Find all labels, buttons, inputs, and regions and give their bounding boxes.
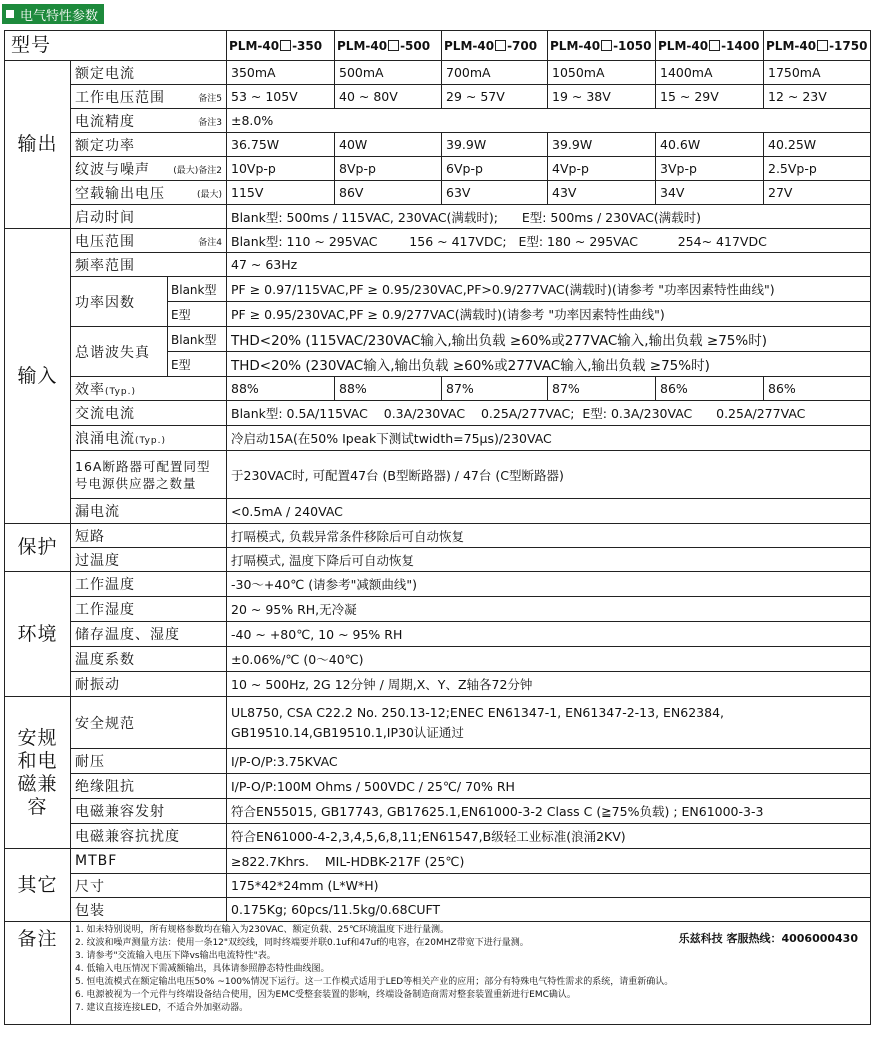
row-storage: 储存温度、湿度 -40 ~ +80℃, 10 ~ 95% RH xyxy=(5,622,871,647)
row-rated-current: 输出 额定电流 350mA 500mA 700mA 1050mA 1400mA 1750mA xyxy=(5,61,871,85)
section-env: 环境 xyxy=(5,572,71,697)
hotline: 乐兹科技 客服热线：4006000430 xyxy=(678,932,858,945)
row-input-voltage: 输入 电压范围 备注4 Blank型: 110 ~ 295VAC 156 ~ 417VDC; E型: 180 ~ 295VAC 254~ 417VDC xyxy=(5,229,871,253)
row-short: 保护 短路 打嗝模式, 负载异常条件移除后可自动恢复 xyxy=(5,524,871,548)
row-breaker: 16A断路器可配置同型号电源供应器之数量 于230VAC时, 可配置47台 (B型断路器) / 47台 (C型断路器) xyxy=(5,451,871,499)
section-other: 其它 xyxy=(5,849,71,922)
row-freq: 频率范围 47 ~ 63Hz xyxy=(5,253,871,277)
row-mtbf: 其它 MTBF ≥822.7Khrs. MIL-HDBK-217F (25℃) xyxy=(5,849,871,874)
row-work-hum: 工作湿度 20 ~ 95% RH,无冷凝 xyxy=(5,597,871,622)
row-pf-blank: 功率因数 Blank型 PF ≥ 0.97/115VAC,PF ≥ 0.95/230VAC,PF>0.9/277VAC(满载时)(请参考 "功率因素特性曲线") xyxy=(5,277,871,302)
model-1050: PLM-40 -1050 xyxy=(548,31,656,61)
model-1400: PLM-40 -1400 xyxy=(656,31,764,61)
row-rated-power: 额定功率 36.75W 40W 39.9W 39.9W 40.6W 40.25W xyxy=(5,133,871,157)
row-notes xyxy=(5,922,871,1025)
row-emc-immunity: 电磁兼容抗扰度 符合EN61000-4-2,3,4,5,6,8,11;EN61547,B级轻工业标准(浪涌2KV) xyxy=(5,824,871,849)
row-pf-e: E型 PF ≥ 0.95/230VAC,PF ≥ 0.9/277VAC(满载时)(请参考 "功率因素特性曲线") xyxy=(5,302,871,327)
row-ac-current: 交流电流 Blank型: 0.5A/115VAC 0.3A/230VAC 0.25A/277VAC; E型: 0.3A/230VAC 0.25A/277VAC xyxy=(5,401,871,426)
row-emc-emission: 电磁兼容发射 符合EN55015, GB17743, GB17625.1,EN61000-3-2 Class C (≧75%负载) ; EN61000-3-3 xyxy=(5,799,871,824)
row-work-temp: 环境 工作温度 -30～+40℃ (请参考"减额曲线") xyxy=(5,572,871,597)
row-standards: 安规和电磁兼容 安全规范 UL8750, CSA C22.2 No. 250.13-12;ENEC EN61347-1, EN61347-2-13, EN62384, GB19510.14,GB19510.1,IP30认证通过 xyxy=(5,697,871,749)
note-3: 3. 请参考"交流输入电压下降vs输出电流特性"表。 xyxy=(75,951,276,961)
row-no-load: 空载输出电压 (最大) 115V 86V 63V 43V 34V 27V xyxy=(5,181,871,205)
row-thd-e: E型 THD<20% (230VAC输入,输出负载 ≥60%或277VAC输入,输出负载 ≥75%时) xyxy=(5,352,871,377)
row-inrush: 浪涌电流(Typ.) 冷启动15A(在50% Ipeak下测试twidth=75μs)/230VAC xyxy=(5,426,871,451)
row-voltage-range: 工作电压范围 备注5 53 ~ 105V 40 ~ 80V 29 ~ 57V 19 ~ 38V 15 ~ 29V 12 ~ 23V xyxy=(5,85,871,109)
row-vibration: 耐振动 10 ~ 500Hz, 2G 12分钟 / 周期,X、Y、Z轴各72分钟 xyxy=(5,672,871,697)
row-leakage: 漏电流 <0.5mA / 240VAC xyxy=(5,499,871,524)
note-5: 5. 恒电流模式在额定输出电压50% ~100%情况下运行。这一工作模式适用于LED等相关产业的应用；部分有特殊电气特性需求的系统，请重新确认。 xyxy=(75,977,674,987)
note-6: 6. 电源被视为一个元件与终端设备结合使用，因为EMC受整套装置的影响，终端设备制造商需对整套装置重新进行EMC确认。 xyxy=(75,990,576,1000)
model-500: PLM-40 -500 xyxy=(335,31,442,61)
row-efficiency: 效率(Typ.) 88% 88% 87% 87% 86% 86% xyxy=(5,377,871,401)
section-header xyxy=(2,4,104,24)
row-ripple: 纹波与噪声 (最大)备注2 10Vp-p 8Vp-p 6Vp-p 4Vp-p 3Vp-p 2.5Vp-p xyxy=(5,157,871,181)
row-ot: 过温度 打嗝模式, 温度下降后可自动恢复 xyxy=(5,548,871,572)
note-7: 7. 建议直接连接LED，不适合外加驱动器。 xyxy=(75,1003,249,1013)
row-size: 尺寸 175*42*24mm (L*W*H) xyxy=(5,874,871,898)
section-safety: 安规和电磁兼容 xyxy=(5,697,71,849)
notes-cell xyxy=(71,922,871,1025)
spec-table xyxy=(4,30,871,1025)
model-350: PLM-40 -350 xyxy=(227,31,335,61)
model-700: PLM-40 -700 xyxy=(442,31,548,61)
row-withstand: 耐压 I/P-O/P:3.75KVAC xyxy=(5,749,871,774)
section-output: 输出 xyxy=(5,61,71,229)
model-1750: PLM-40 -1750 xyxy=(764,31,871,61)
section-notes: 备注 xyxy=(5,922,71,1025)
row-temp-coef: 温度系数 ±0.06%/℃ (0～40℃) xyxy=(5,647,871,672)
note-2: 2. 纹波和噪声测量方法：使用一条12"双绞线，同时终端要并联0.1uf和47uf的电容，在20MHZ带宽下进行量测。 xyxy=(75,938,529,948)
row-isolation: 绝缘阻抗 I/P-O/P:100M Ohms / 500VDC / 25℃/ 70% RH xyxy=(5,774,871,799)
row-pack: 包装 0.175Kg; 60pcs/11.5kg/0.68CUFT xyxy=(5,898,871,922)
model-label: 型号 xyxy=(5,31,227,61)
row-current-accuracy: 电流精度 备注3 ±8.0% xyxy=(5,109,871,133)
section-protect: 保护 xyxy=(5,524,71,572)
section-title: 电气特性参数 xyxy=(20,8,99,24)
note-4: 4. 低输入电压情况下需减额输出，具体请参照静态特性曲线图。 xyxy=(75,964,330,974)
model-row xyxy=(5,31,871,61)
row-startup: 启动时间 Blank型: 500ms / 115VAC, 230VAC(满载时); E型: 500ms / 230VAC(满载时) xyxy=(5,205,871,229)
square-icon xyxy=(6,10,14,18)
section-input: 输入 xyxy=(5,229,71,524)
note-1: 1. 如未特别说明，所有规格参数均在输入为230VAC、额定负载、25℃环境温度下进行量测。 xyxy=(75,925,450,935)
row-thd-blank: 总谐波失真 Blank型 THD<20% (115VAC/230VAC输入,输出负载 ≥60%或277VAC输入,输出负载 ≥75%时) xyxy=(5,327,871,352)
